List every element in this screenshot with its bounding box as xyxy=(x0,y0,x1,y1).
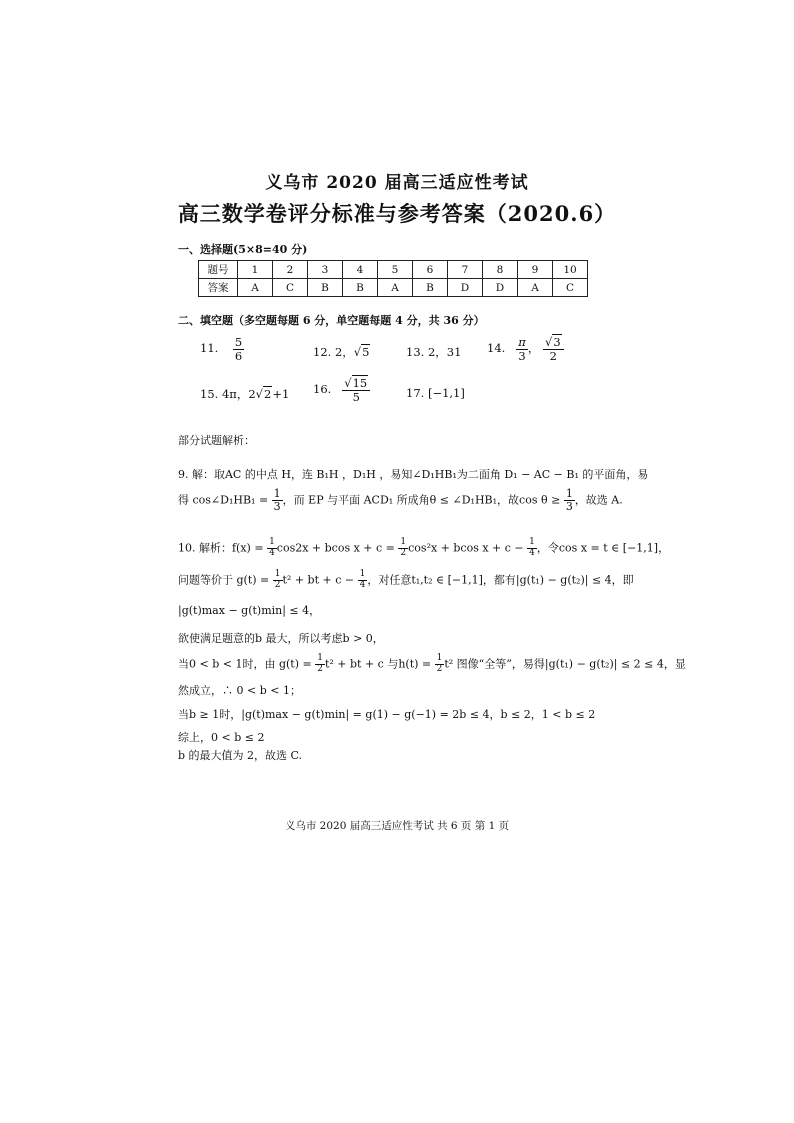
table-cell: C xyxy=(553,279,588,297)
table-cell: B xyxy=(308,279,343,297)
table-cell: B xyxy=(343,279,378,297)
solution-10-line-2: 问题等价于 g(t) = $\frac{1}{2}$ t² + bt + c − $\frac{1}{4}$ ，对任意t₁,t₂ ∈ [−1,1]，都有|g(t₁) − g(t₂)| ≤ 4，即 xyxy=(178,569,634,590)
table-cell: 4 xyxy=(343,261,378,279)
solution-10-line-6: 然成立，∴ 0 < b < 1； xyxy=(178,684,301,697)
document-title: 高三数学卷评分标准与参考答案（2020.6） xyxy=(177,201,617,226)
table-cell: A xyxy=(378,279,413,297)
table-cell: 7 xyxy=(448,261,483,279)
table-row-answers xyxy=(199,279,588,297)
table-cell: 9 xyxy=(518,261,553,279)
table-cell: A xyxy=(518,279,553,297)
solution-10-line-8: 综上，0 < b ≤ 2 xyxy=(178,731,265,744)
answer-13: 13. 2，31 xyxy=(406,345,462,359)
table-cell: B xyxy=(413,279,448,297)
answer-17: 17. [−1,1] xyxy=(406,386,465,400)
table-row-numbers xyxy=(199,261,588,279)
solution-10-line-5: 当0 < b < 1时，由 g(t) = $\frac{1}{2}$ t² + bt + c 与h(t) = $\frac{1}{2}$ t² 图像“全等”，易得|g(t₁) − g(t₂)| ≤ 2 ≤ 4，显 xyxy=(178,653,686,674)
solution-10-line-9: b 的最大值为 2，故选 C. xyxy=(178,749,303,762)
solution-10-line-1: 10. 解析：f(x) = $\frac{1}{4}$ cos2x + bcos x + c = $\frac{1}{2}$ cos²x + bcos x + c − $\frac{1}{4}$ ，令cos x = t ∈ [−1,1]， xyxy=(178,537,670,558)
solution-10-line-3: |g(t)max − g(t)min| ≤ 4， xyxy=(178,604,321,617)
table-cell: 8 xyxy=(483,261,518,279)
table-cell: 6 xyxy=(413,261,448,279)
section-fill-heading: 二、填空题（多空题每题 6 分，单空题每题 4 分，共 36 分） xyxy=(178,314,485,327)
table-cell: A xyxy=(238,279,273,297)
exam-title: 义乌市 2020 届高三适应性考试 xyxy=(265,173,529,193)
solution-9-line-2: 得 cos∠D₁HB₁ = $\frac{1}{3}$ ，而 EP 与平面 ACD₁ 所成角θ ≤ ∠D₁HB₁，故cos θ ≥ $\frac{1}{3}$ ，故选 A. xyxy=(178,487,623,514)
solution-10-line-7: 当b ≥ 1时，|g(t)max − g(t)min| = g(1) − g(−1) = 2b ≤ 4，b ≤ 2，1 < b ≤ 2 xyxy=(178,708,596,721)
page-footer: 义乌市 2020 届高三适应性考试 共 6 页 第 1 页 xyxy=(284,820,510,832)
partial-solutions-heading: 部分试题解析： xyxy=(178,434,255,447)
answer-15: 15. 4π，2√2+1 xyxy=(200,387,290,401)
table-cell-label: 答案 xyxy=(199,279,238,297)
table-cell: D xyxy=(448,279,483,297)
table-cell: 2 xyxy=(273,261,308,279)
table-cell: 10 xyxy=(553,261,588,279)
table-cell-label: 题号 xyxy=(199,261,238,279)
solution-10-line-4: 欲使满足题意的b 最大，所以考虑b > 0， xyxy=(178,632,384,645)
choice-answer-table xyxy=(198,260,588,297)
section-choice-heading: 一、选择题(5×8=40 分) xyxy=(178,243,308,256)
table-cell: D xyxy=(483,279,518,297)
table-cell: C xyxy=(273,279,308,297)
table-cell: 3 xyxy=(308,261,343,279)
answer-12: 12. 2，√5 xyxy=(313,345,370,359)
table-cell: 5 xyxy=(378,261,413,279)
answer-16: 16. $\frac{√15}{5}$ xyxy=(313,377,370,403)
table-cell: 1 xyxy=(238,261,273,279)
solution-9-line-1: 9. 解：取AC 的中点 H，连 B₁H ，D₁H ，易知∠D₁HB₁为二面角 D₁ − AC − B₁ 的平面角，易 xyxy=(178,468,649,481)
answer-11: 11. $\frac{5}{6}$ xyxy=(200,335,243,363)
answer-14: 14. $\frac{\pi}{3}$ ， $\frac{√3}{2}$ xyxy=(487,336,564,362)
